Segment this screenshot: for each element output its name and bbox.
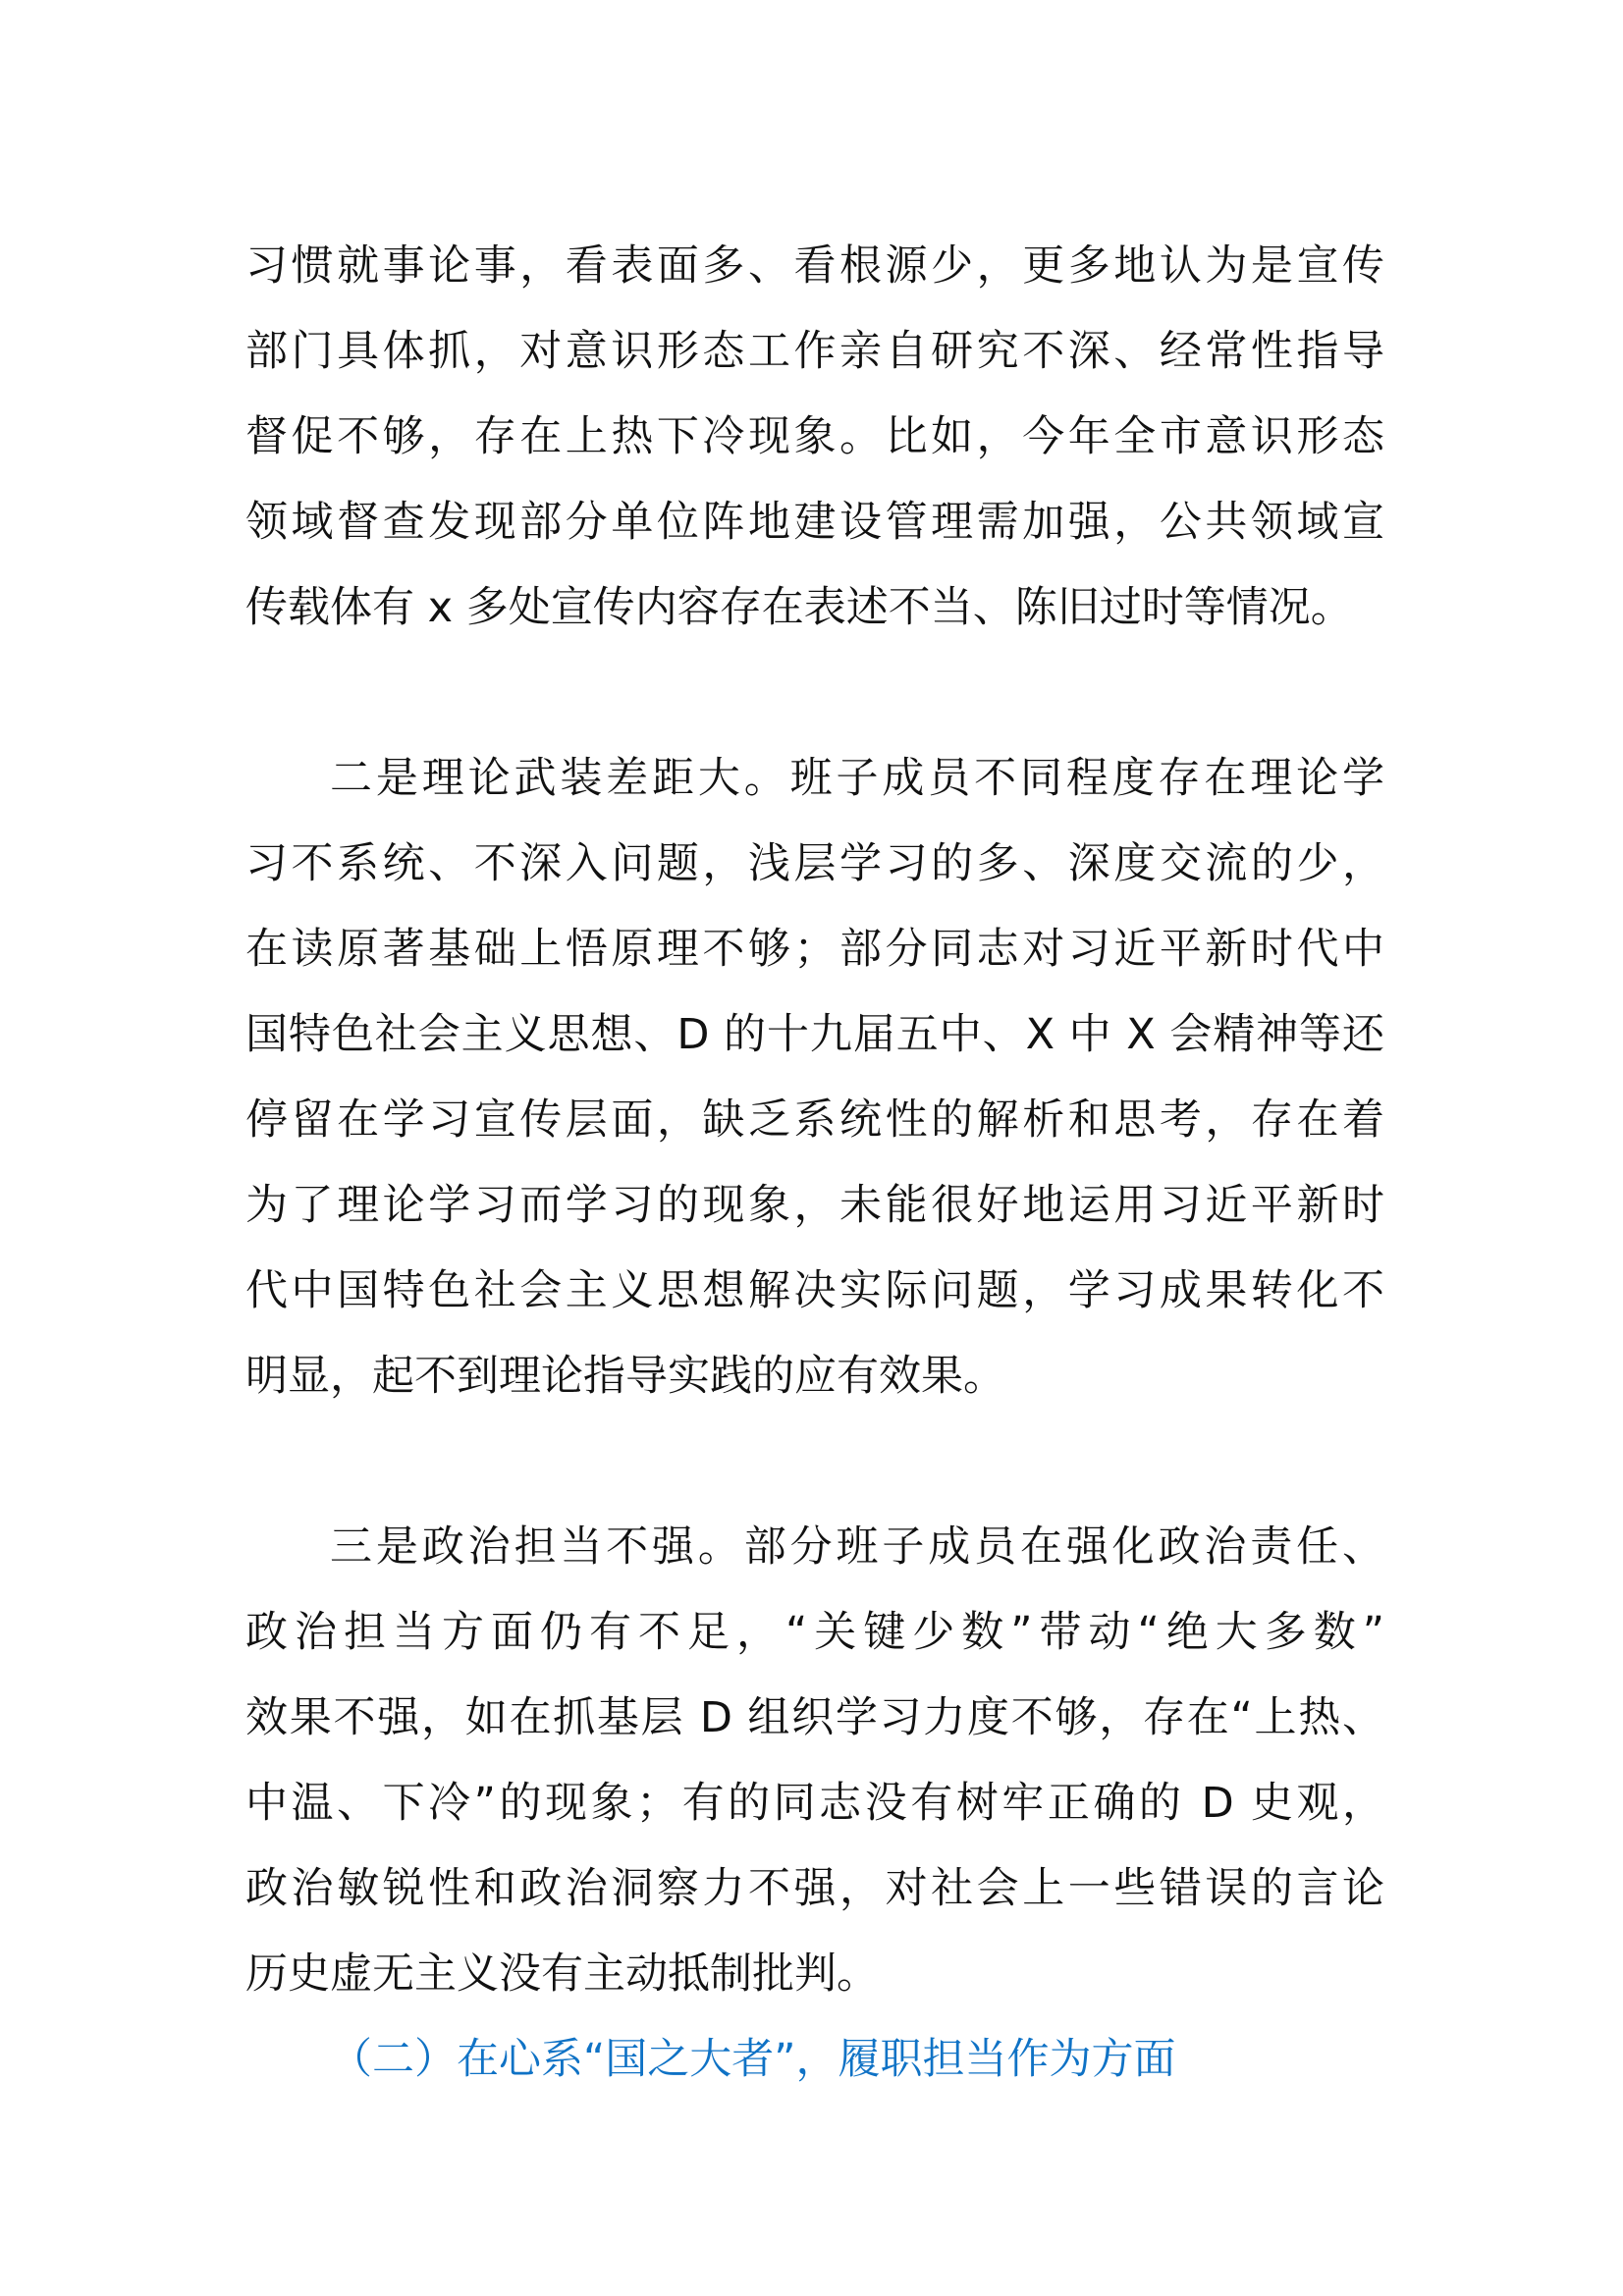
- text-line: 督促不够，存在上热下冷现象。比如，今年全市意识形态: [245, 412, 1384, 461]
- paragraph: [245, 736, 1384, 1419]
- text-line: 政治担当方面仍有不足，“关键少数”带动“绝大多数”: [245, 1608, 1384, 1657]
- paragraph: [245, 224, 1384, 651]
- document-content: [245, 224, 1384, 2103]
- section-heading: （二）在心系“国之大者”，履职担当作为方面: [330, 2035, 1176, 2084]
- text-line: 领域督查发现部分单位阵地建设管理需加强，公共领域宣: [245, 498, 1384, 547]
- text-line: 传载体有 x 多处宣传内容存在表述不当、陈旧过时等情况。: [245, 583, 1353, 632]
- text-line: 明显，起不到理论指导实践的应有效果。: [245, 1352, 1005, 1401]
- text-line: 政治敏锐性和政治洞察力不强，对社会上一些错误的言论: [245, 1864, 1384, 1913]
- text-line: 习不系统、不深入问题，浅层学习的多、深度交流的少，: [245, 839, 1384, 888]
- text-line: 二是理论武装差距大。班子成员不同程度存在理论学: [330, 754, 1384, 803]
- text-line: 停留在学习宣传层面，缺乏系统性的解析和思考，存在着: [245, 1095, 1384, 1145]
- text-line: 部门具体抓，对意识形态工作亲自研究不深、经常性指导: [245, 327, 1384, 376]
- text-line: 在读原著基础上悟原理不够；部分同志对习近平新时代中: [245, 925, 1384, 974]
- text-line: 三是政治担当不强。部分班子成员在强化政治责任、: [330, 1522, 1384, 1572]
- text-line: 习惯就事论事，看表面多、看根源少，更多地认为是宣传: [245, 241, 1384, 291]
- text-line: 代中国特色社会主义思想解决实际问题，学习成果转化不: [245, 1266, 1384, 1315]
- text-line: 中温、下冷”的现象；有的同志没有树牢正确的 D 史观，: [245, 1779, 1384, 1828]
- text-line: 效果不强，如在抓基层 D 组织学习力度不够，存在“上热、: [245, 1693, 1384, 1742]
- paragraph: [245, 1505, 1384, 2017]
- text-line: 为了理论学习而学习的现象，未能很好地运用习近平新时: [245, 1181, 1384, 1230]
- text-line: 国特色社会主义思想、D 的十九届五中、X 中 X 会精神等还: [245, 1010, 1384, 1059]
- text-line: 历史虚无主义没有主动抵制批判。: [245, 1949, 879, 1999]
